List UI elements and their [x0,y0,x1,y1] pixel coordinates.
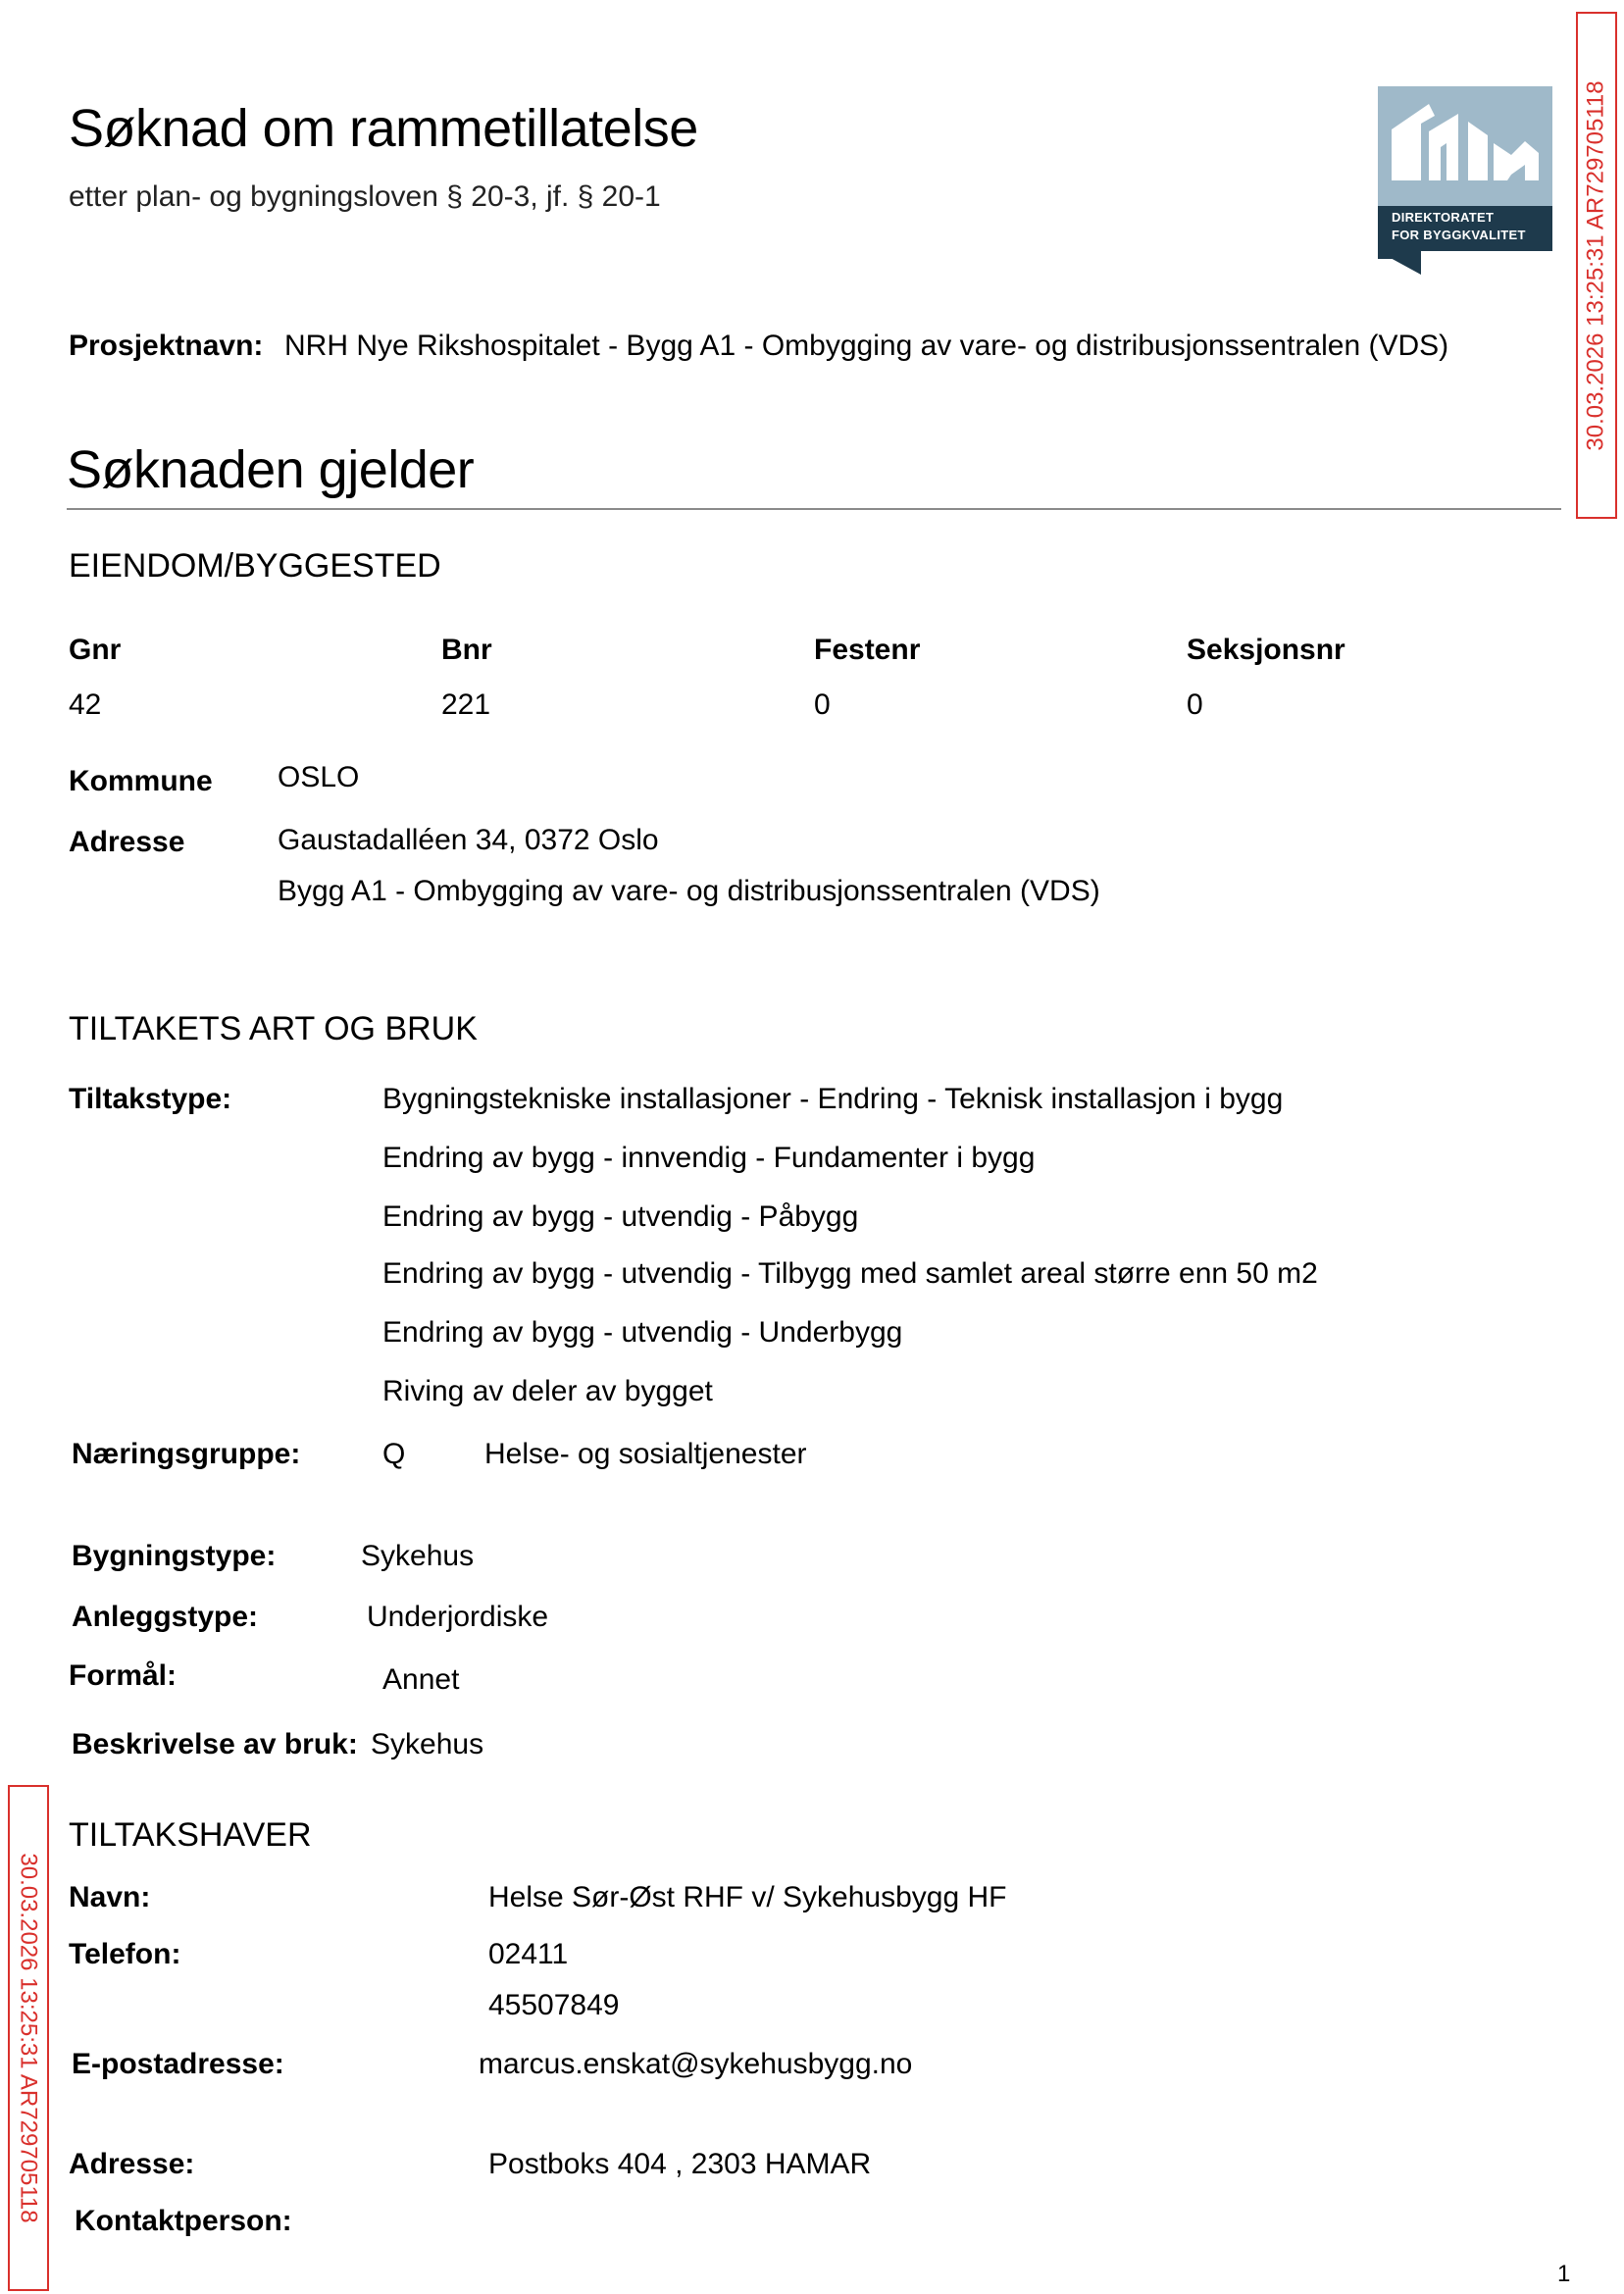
naeringsgruppe-value: Helse- og sosialtjenester [484,1438,807,1470]
telefon-1: 02411 [488,1938,569,1970]
bygningstype-value: Sykehus [361,1540,475,1572]
kontaktperson-label: Kontaktperson: [75,2205,292,2237]
tiltakstype-label: Tiltakstype: [69,1083,232,1115]
tiltakshaver-adresse-value: Postboks 404 , 2303 HAMAR [488,2148,872,2180]
page-number: 1 [1557,2261,1571,2287]
timestamp-stamp-left [8,1785,49,2291]
telefon-label: Telefon: [69,1938,181,1970]
beskrivelse-value: Sykehus [371,1728,484,1760]
project-value: NRH Nye Rikshospitalet - Bygg A1 - Ombygging av vare- og distribusjonssentralen (VDS) [284,330,1449,362]
epost-value: marcus.enskat@sykehusbygg.no [479,2048,913,2080]
anleggstype-value: Underjordiske [367,1601,549,1633]
tiltakshaver-adresse-label: Adresse: [69,2148,195,2180]
document-title: Søknad om rammetillatelse [69,99,698,158]
formal-value: Annet [382,1663,460,1696]
stamp-text: 30.03.2026 13:25:31 AR729705118 [16,1853,42,2223]
col-festenr: Festenr [814,634,921,666]
tiltakstype-item: Endring av bygg - utvendig - Påbygg [382,1200,859,1233]
value-gnr: 42 [69,688,102,721]
dibk-logo-icon [1378,86,1552,275]
logo-text-2: FOR BYGGKVALITET [1392,228,1526,242]
tiltakshaver-heading: TILTAKSHAVER [69,1816,312,1854]
naeringsgruppe-label: Næringsgruppe: [72,1438,301,1470]
adresse-label: Adresse [69,826,185,858]
epost-label: E-postadresse: [72,2048,284,2080]
naeringsgruppe-code: Q [382,1438,406,1470]
tiltakstype-item: Endring av bygg - utvendig - Tilbygg med samlet areal større enn 50 m2 [382,1257,1318,1290]
col-gnr: Gnr [69,634,122,666]
tiltakstype-item: Endring av bygg - innvendig - Fundamenter i bygg [382,1142,1036,1174]
project-label: Prosjektnavn: [69,330,264,362]
dibk-logo [1378,86,1552,275]
document-subtitle: etter plan- og bygningsloven § 20-3, jf. § 20-1 [69,180,661,213]
value-seksjonsnr: 0 [1187,688,1203,721]
kommune-label: Kommune [69,765,213,797]
formal-label: Formål: [69,1659,178,1692]
section-heading: Søknaden gjelder [67,440,475,499]
property-heading: EIENDOM/BYGGESTED [69,547,441,585]
col-bnr: Bnr [441,634,492,666]
tiltakstype-item: Riving av deler av bygget [382,1375,713,1407]
adresse-line1: Gaustadalléen 34, 0372 Oslo [278,824,659,856]
timestamp-stamp-top [1576,12,1617,519]
tiltakstype-item: Bygningstekniske installasjoner - Endring - Teknisk installasjon i bygg [382,1083,1284,1115]
value-bnr: 221 [441,688,491,721]
beskrivelse-label: Beskrivelse av bruk: [72,1728,358,1760]
tiltak-heading: TILTAKETS ART OG BRUK [69,1010,478,1047]
navn-label: Navn: [69,1881,151,1913]
tiltakstype-item: Endring av bygg - utvendig - Underbygg [382,1316,903,1349]
logo-text-1: DIREKTORATET [1392,210,1495,225]
anleggstype-label: Anleggstype: [72,1601,259,1633]
adresse-line2: Bygg A1 - Ombygging av vare- og distribusjonssentralen (VDS) [278,875,1100,907]
kommune-value: OSLO [278,761,360,793]
navn-value: Helse Sør-Øst RHF v/ Sykehusbygg HF [488,1881,1007,1913]
value-festenr: 0 [814,688,831,721]
section-rule [67,508,1561,510]
stamp-text: 30.03.2026 13:25:31 AR729705118 [1583,79,1609,451]
telefon-2: 45507849 [488,1989,620,2021]
bygningstype-label: Bygningstype: [72,1540,277,1572]
col-seksjonsnr: Seksjonsnr [1187,634,1345,666]
